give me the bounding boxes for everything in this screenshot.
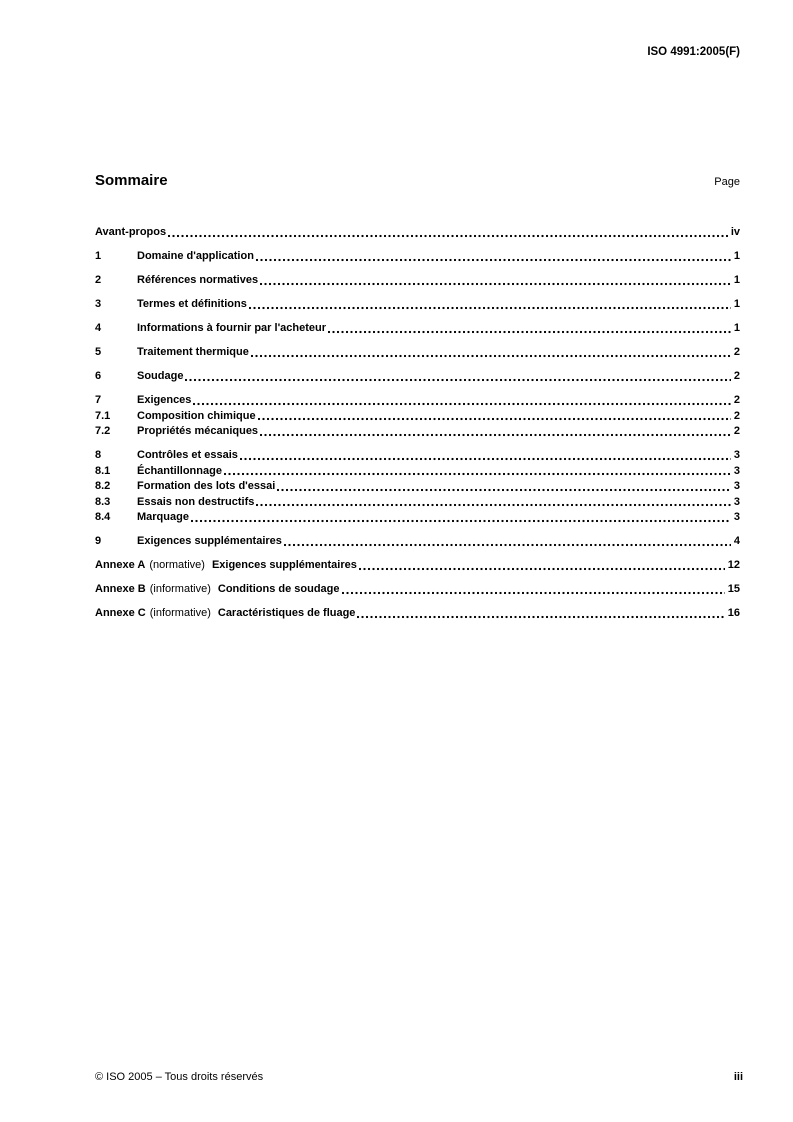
toc-entry[interactable] bbox=[95, 273, 740, 289]
toc-entry[interactable] bbox=[95, 249, 740, 265]
toc-entry[interactable] bbox=[95, 321, 740, 337]
toc-entry-number: 7.2 bbox=[95, 425, 111, 437]
dotted-leader bbox=[260, 426, 731, 438]
toc-entry-page: 12 bbox=[727, 559, 740, 571]
toc-entry-label: Exigences bbox=[137, 394, 192, 406]
toc-entry-label: Exigences supplémentaires bbox=[137, 535, 282, 547]
toc-entry-page: 15 bbox=[727, 583, 740, 595]
dotted-leader bbox=[260, 275, 731, 287]
dotted-leader bbox=[193, 395, 730, 407]
dotted-leader bbox=[168, 227, 728, 239]
toc-entry-page: 1 bbox=[733, 298, 740, 310]
toc-entry[interactable] bbox=[95, 393, 740, 409]
toc-entry[interactable] bbox=[95, 424, 740, 440]
toc-entry-label: Conditions de soudage bbox=[217, 583, 340, 595]
dotted-leader bbox=[277, 481, 731, 493]
toc-entry-page: 3 bbox=[733, 449, 740, 461]
toc-entry-page: 2 bbox=[733, 370, 740, 382]
toc-entry-page: 3 bbox=[733, 511, 740, 523]
page-number: iii bbox=[733, 1071, 743, 1083]
toc-entry-label: Exigences supplémentaires bbox=[211, 559, 357, 571]
toc-entry-page: 2 bbox=[733, 425, 740, 437]
toc-entry-label: Traitement thermique bbox=[137, 346, 249, 358]
toc-entry-page: 3 bbox=[733, 464, 740, 477]
dotted-leader bbox=[256, 251, 731, 263]
dotted-leader bbox=[357, 608, 724, 620]
toc-entry[interactable] bbox=[95, 409, 740, 425]
dotted-leader bbox=[185, 371, 730, 383]
toc-entry-label: Domaine d'application bbox=[137, 250, 254, 262]
toc-entry-label: Termes et définitions bbox=[137, 298, 247, 310]
page-column-label: Page bbox=[714, 176, 740, 188]
toc-entry-number: 4 bbox=[95, 322, 102, 334]
toc-entry-page: iv bbox=[730, 226, 740, 238]
dotted-leader bbox=[191, 512, 731, 524]
toc-entry[interactable] bbox=[95, 479, 740, 495]
toc-entry-label: Avant-propos bbox=[95, 226, 167, 238]
toc-entry-number: 8 bbox=[95, 449, 102, 461]
toc-entry-number: 6 bbox=[95, 370, 102, 382]
page-footer bbox=[95, 1071, 743, 1083]
copyright-notice: © ISO 2005 – Tous droits réservés bbox=[95, 1071, 264, 1083]
toc-entry-label: Échantillonnage bbox=[137, 464, 222, 477]
toc-entry-label: Soudage bbox=[137, 370, 184, 382]
toc-entry-label: Propriétés mécaniques bbox=[137, 425, 259, 437]
toc-entry[interactable] bbox=[95, 582, 740, 598]
toc-entry[interactable] bbox=[95, 448, 740, 464]
toc-entry-page: 4 bbox=[733, 535, 740, 547]
toc-entry-number: 5 bbox=[95, 346, 102, 358]
toc-entry-label: Formation des lots d'essai bbox=[137, 480, 276, 492]
toc-entry-label: Caractéristiques de fluage bbox=[217, 607, 356, 619]
dotted-leader bbox=[328, 323, 731, 335]
toc-entry-kind: (informative) bbox=[149, 583, 211, 595]
toc-list bbox=[95, 225, 740, 622]
toc-entry-label: Composition chimique bbox=[137, 409, 256, 422]
toc-entry[interactable] bbox=[95, 606, 740, 622]
toc-entry-number: 3 bbox=[95, 298, 102, 310]
dotted-leader bbox=[284, 536, 731, 548]
toc-entry-label: Informations à fournir par l'acheteur bbox=[137, 322, 327, 334]
toc-entry-page: 2 bbox=[733, 346, 740, 358]
page-title: Sommaire bbox=[95, 172, 168, 189]
toc-entry-kind: (informative) bbox=[149, 607, 211, 619]
toc-entry-page: 2 bbox=[733, 394, 740, 406]
toc-entry-prefix: Annexe B bbox=[95, 583, 146, 595]
dotted-leader bbox=[342, 584, 725, 596]
toc-entry-number: 8.3 bbox=[95, 495, 111, 508]
toc-entry-page: 3 bbox=[733, 495, 740, 508]
toc-entry-number: 8.4 bbox=[95, 511, 111, 523]
toc-entry-label: Essais non destructifs bbox=[137, 495, 255, 508]
dotted-leader bbox=[251, 347, 731, 359]
toc-entry[interactable] bbox=[95, 558, 740, 574]
toc-title-row bbox=[95, 172, 740, 189]
dotted-leader bbox=[240, 450, 731, 462]
toc-entry-number: 8.2 bbox=[95, 480, 111, 492]
toc-entry-prefix: Annexe A bbox=[95, 559, 146, 571]
document-reference: ISO 4991:2005(F) bbox=[647, 46, 740, 58]
toc-entry-label: Références normatives bbox=[137, 274, 259, 286]
dotted-leader bbox=[258, 410, 731, 422]
toc-entry[interactable] bbox=[95, 225, 740, 241]
dotted-leader bbox=[224, 465, 731, 477]
toc-entry-page: 1 bbox=[733, 250, 740, 262]
toc-entry-page: 16 bbox=[727, 607, 740, 619]
toc-entry-page: 3 bbox=[733, 480, 740, 492]
toc-entry-page: 1 bbox=[733, 322, 740, 334]
toc-entry-kind: (normative) bbox=[149, 559, 205, 571]
toc-entry-number: 9 bbox=[95, 535, 102, 547]
dotted-leader bbox=[256, 496, 731, 508]
toc-entry-label: Contrôles et essais bbox=[137, 449, 238, 461]
toc-entry-page: 2 bbox=[733, 409, 740, 422]
toc-entry[interactable] bbox=[95, 534, 740, 550]
dotted-leader bbox=[359, 560, 725, 572]
toc-entry-page: 1 bbox=[733, 274, 740, 286]
toc-entry[interactable] bbox=[95, 369, 740, 385]
dotted-leader bbox=[249, 299, 731, 311]
toc-entry[interactable] bbox=[95, 495, 740, 511]
toc-entry[interactable] bbox=[95, 464, 740, 480]
toc-entry-number: 7 bbox=[95, 394, 102, 406]
toc-entry-number: 1 bbox=[95, 250, 102, 262]
toc-entry-number: 2 bbox=[95, 274, 102, 286]
toc-entry-prefix: Annexe C bbox=[95, 607, 146, 619]
toc-entry-number: 7.1 bbox=[95, 409, 111, 422]
toc-entry-number: 8.1 bbox=[95, 464, 111, 477]
toc-entry-label: Marquage bbox=[137, 511, 189, 523]
toc-entry[interactable] bbox=[95, 345, 740, 361]
toc-entry[interactable] bbox=[95, 510, 740, 526]
toc-entry[interactable] bbox=[95, 297, 740, 313]
